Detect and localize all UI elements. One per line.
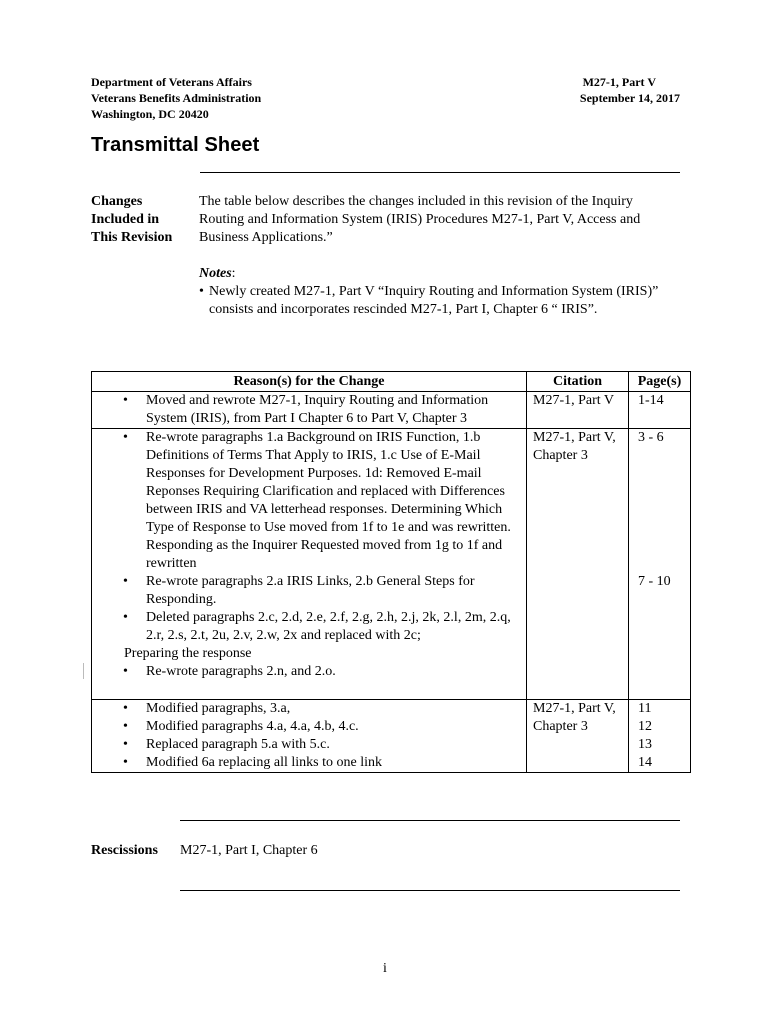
header-line: Washington, DC 20420	[91, 107, 209, 121]
reason-cell	[92, 429, 527, 700]
reason-item: • Re-wrote paragraphs 2.n, and 2.o.	[95, 663, 523, 681]
page-number: 12	[638, 719, 652, 734]
changes-description: The table below describes the changes included in this revision of the Inquiry Routing and Information System (IRIS) Procedures M27-1, Part V, Access and Business Applications.”	[199, 194, 641, 245]
reason-cell	[92, 700, 527, 773]
citation-cell: M27-1, Part V, Chapter 3	[527, 429, 629, 700]
page-title: Transmittal Sheet	[91, 134, 260, 156]
header-line: Veterans Benefits Administration	[91, 91, 262, 105]
notes-list	[199, 283, 664, 319]
changes-table	[91, 371, 691, 773]
notes-label: Notes	[199, 266, 232, 281]
table-row	[92, 392, 691, 429]
document-reference	[560, 74, 680, 106]
header-reason: Reason(s) for the Change	[92, 372, 527, 392]
reason-continuation: Preparing the response	[124, 646, 252, 661]
reason-item: • Modified paragraphs, 3.a,	[95, 700, 523, 718]
changes-label	[91, 193, 172, 247]
pages-cell	[629, 700, 691, 773]
notes-heading	[199, 265, 236, 283]
header-pages: Page(s)	[629, 372, 691, 392]
reason-item: • Re-wrote paragraphs 1.a Background on IRIS Function, 1.b Definitions of Terms That Apply to IRIS, 1.c Use of E-Mail Responses for Development Purposes. 1d: Removed E-mail Reponses Requiring Clarification and replaced with Differences between IRIS and VA letterhead responses. Determining Which Type of Response to Use moved from 1f to 1e and was rewritten. Responding as the Inquirer Requested moved from 1g to 1f and rewritten	[95, 429, 523, 573]
pages-cell	[629, 392, 691, 429]
header-line: Department of Veterans Affairs	[91, 75, 252, 89]
header-citation: Citation	[527, 372, 629, 392]
agency-header	[91, 74, 261, 122]
rescissions-label: Rescissions	[91, 843, 158, 858]
table-row	[92, 429, 691, 700]
rescissions-top-divider	[180, 820, 680, 821]
page-number: 13	[638, 737, 652, 752]
note-item: • Newly created M27-1, Part V “Inquiry Routing and Information System (IRIS)” consists and incorporates rescinded M27-1, Part I, Chapter 6 “ IRIS”.	[199, 283, 664, 319]
citation-cell: M27-1, Part V	[527, 392, 629, 429]
reason-item: • Moved and rewrote M27-1, Inquiry Routing and Information System (IRIS), from Part I Chapter 6 to Part V, Chapter 3	[95, 392, 523, 428]
pages-cell	[629, 429, 691, 700]
label-line: Included in	[91, 212, 160, 227]
notes-colon: :	[231, 266, 236, 281]
page-range: 7 - 10	[638, 574, 671, 589]
title-divider	[200, 172, 680, 173]
label-line: Changes	[91, 194, 143, 209]
reason-item: • Modified 6a replacing all links to one link	[95, 754, 523, 772]
page-number-footer: i	[383, 961, 387, 976]
label-line: This Revision	[91, 230, 173, 245]
table-row	[92, 700, 691, 773]
rescissions-bottom-divider	[180, 890, 680, 891]
page-range: 3 - 6	[638, 430, 664, 445]
reason-item: • Re-wrote paragraphs 2.a IRIS Links, 2.b General Steps for Responding.	[95, 573, 523, 609]
page-number: 14	[638, 755, 652, 770]
document-date: September 14, 2017	[579, 91, 680, 105]
table-header-row	[92, 372, 691, 392]
rescissions-text: M27-1, Part I, Chapter 6	[180, 843, 318, 858]
citation-cell: M27-1, Part V, Chapter 3	[527, 700, 629, 773]
manual-part: M27-1, Part V	[582, 75, 656, 89]
reason-item: • Replaced paragraph 5.a with 5.c.	[95, 736, 523, 754]
reason-item: • Deleted paragraphs 2.c, 2.d, 2.e, 2.f, 2.g, 2.h, 2.j, 2k, 2.l, 2m, 2.q, 2.r, 2.s, 2.t, 2u, 2.v, 2.w, 2x and replaced with 2c;	[95, 609, 523, 645]
page-number: 11	[638, 701, 652, 716]
reason-item: • Modified paragraphs 4.a, 4.a, 4.b, 4.c.	[95, 718, 523, 736]
reason-cell	[92, 392, 527, 429]
text-cursor	[83, 663, 84, 679]
page-range: 1-14	[638, 393, 664, 408]
